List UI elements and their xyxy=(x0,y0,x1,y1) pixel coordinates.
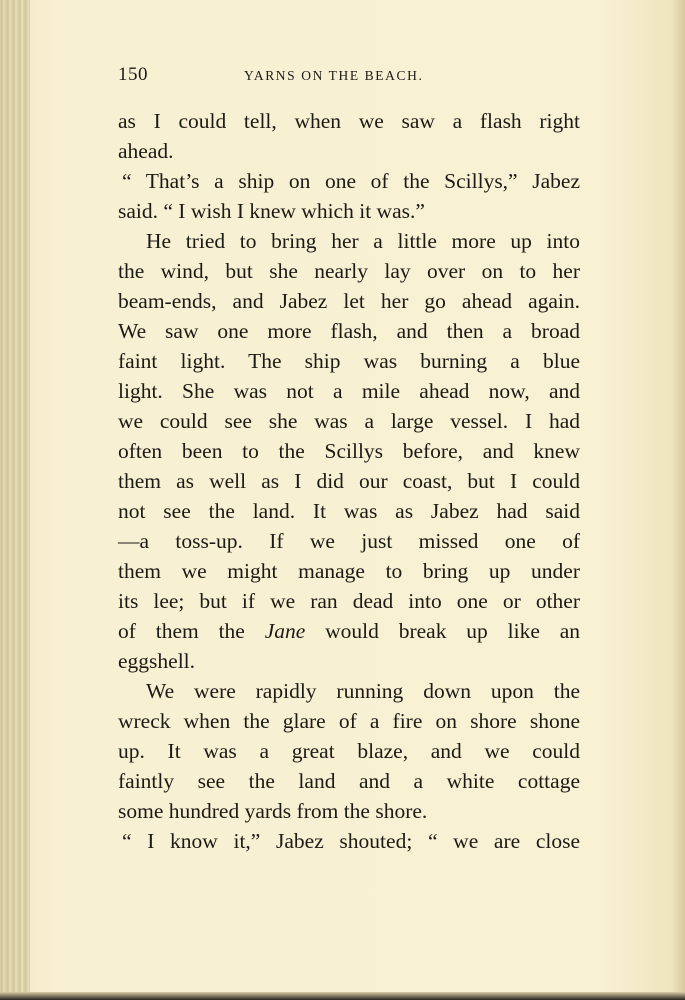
page-header xyxy=(118,64,580,92)
text-line: “ That’s a ship on one of the Scillys,” Jabez xyxy=(122,169,580,193)
text-line: faintly see the land and a white cottage xyxy=(118,769,580,793)
text-line: up. It was a great blaze, and we could xyxy=(118,739,580,763)
text-line: “ I know it,” Jabez shouted; “ we are close xyxy=(122,829,580,853)
text-line: not see the land. It was as Jabez had said xyxy=(118,499,580,523)
text-line: often been to the Scillys before, and knew xyxy=(118,439,580,463)
text-line: the wind, but she nearly lay over on to her xyxy=(118,259,580,283)
page-bottom-edge xyxy=(0,992,685,1000)
text-line: —a toss-up. If we just missed one of xyxy=(118,529,580,553)
page-gutter xyxy=(0,0,30,1000)
text-fragment: would break up like an xyxy=(305,619,580,643)
text-line: light. She was not a mile ahead now, and xyxy=(118,379,580,403)
text-line: wreck when the glare of a fire on shore shone xyxy=(118,709,580,733)
text-line: said. “ I wish I knew which it was.” xyxy=(118,199,425,223)
text-line: some hundred yards from the shore. xyxy=(118,799,428,823)
text-line: faint light. The ship was burning a blue xyxy=(118,349,580,373)
body-text xyxy=(118,106,580,856)
text-line-with-italic xyxy=(118,616,580,646)
text-line: We were rapidly running down upon the xyxy=(146,679,580,703)
text-line: We saw one more flash, and then a broad xyxy=(118,319,580,343)
page-edge xyxy=(671,0,685,1000)
text-line: He tried to bring her a little more up into xyxy=(146,229,580,253)
text-line: them we might manage to bring up under xyxy=(118,559,580,583)
page-number: 150 xyxy=(118,64,148,85)
text-line: eggshell. xyxy=(118,649,196,673)
text-line: as I could tell, when we saw a flash right xyxy=(118,109,580,133)
running-head: YARNS ON THE BEACH. xyxy=(244,68,424,83)
text-line: we could see she was a large vessel. I had xyxy=(118,409,580,433)
ship-name-italic: Jane xyxy=(264,619,306,643)
text-line: its lee; but if we ran dead into one or other xyxy=(118,589,580,613)
text-line: ahead. xyxy=(118,139,174,163)
text-line: them as well as I did our coast, but I could xyxy=(118,469,580,493)
text-fragment: of them the xyxy=(118,619,265,643)
text-line: beam-ends, and Jabez let her go ahead again. xyxy=(118,289,580,313)
